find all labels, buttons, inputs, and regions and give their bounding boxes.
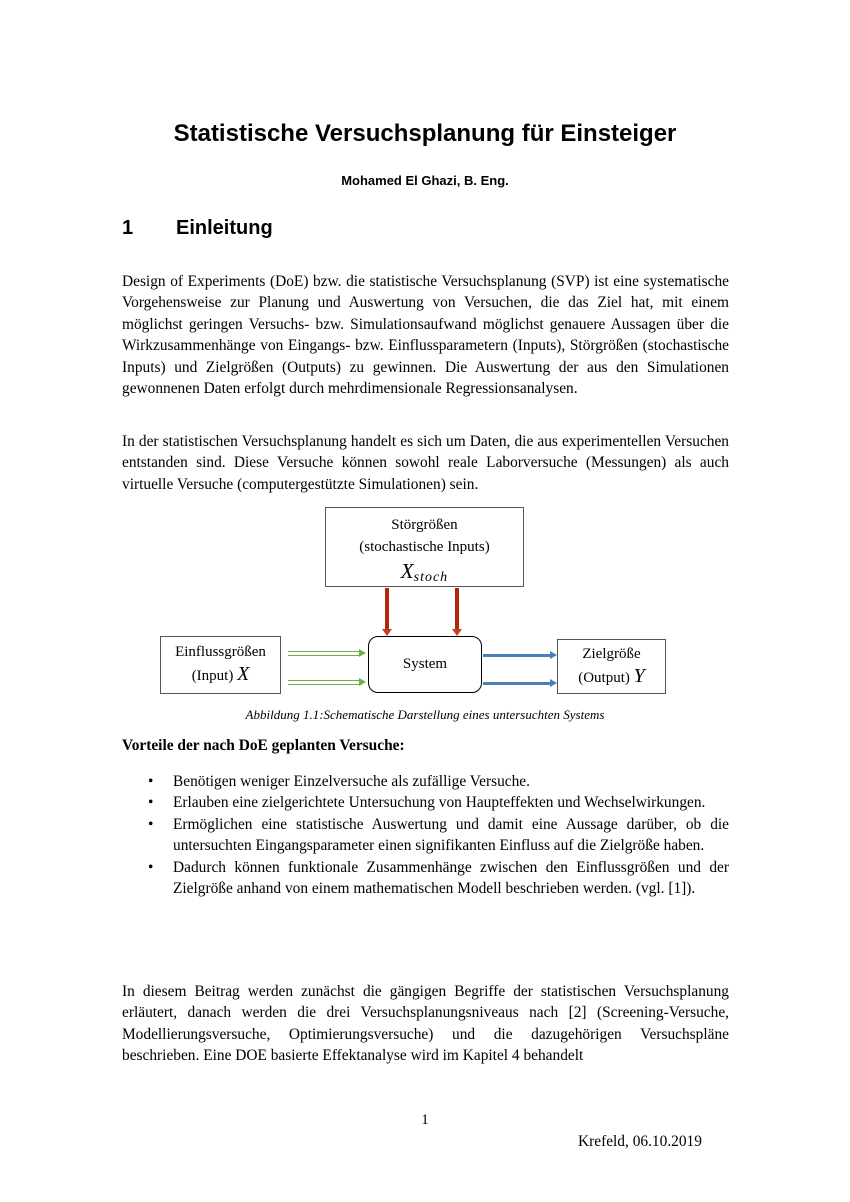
- disturbance-label: Störgrößen: [391, 517, 458, 533]
- intro-paragraph-1: Design of Experiments (DoE) bzw. die statistische Versuchsplanung (SVP) ist eine systematische Vorgehensweise zur Planung und Auswertung von Versuchen, die das Ziel hat, mit einem möglichst geringen Versuchs- bzw. Simulationsaufwand möglichst genauere Aussagen über die Wirkzusammenhänge von Eingangs- bzw. Einflussparametern (Inputs), Störgrößen (stochastische Inputs) und Zielgrößen (Outputs) zu gewinnen. Die Auswertung der aus den Simulationen gewonnenen Daten erfolgt durch mehrdimensionale Regressionsanalysen.: [122, 273, 729, 398]
- page-number: 1: [421, 1112, 429, 1128]
- system-box: System: [368, 636, 482, 693]
- section-title: Einleitung: [176, 217, 273, 239]
- output-box: [557, 639, 666, 694]
- disturbance-arrow-2: [455, 588, 459, 630]
- list-item: • Ermöglichen eine statistische Auswertung und damit eine Aussage darüber, ob die untersuchten Eingangsparameter einen signifikanten Einfluss auf die Zielgröße haben.: [148, 815, 729, 855]
- disturbance-arrow-1: [385, 588, 389, 630]
- bullet-icon: •: [148, 815, 154, 833]
- intro-paragraph-2: In der statistischen Versuchsplanung handelt es sich um Daten, die aus experimentellen Versuchen entstanden sind. Diese Versuche können sowohl reale Laborversuche (Messungen) als auch virtuelle Versuche (computergestützte Simulationen) sein.: [122, 433, 729, 493]
- footer-place-date: Krefeld, 06.10.2019: [578, 1133, 702, 1150]
- bullet-icon: •: [148, 773, 154, 790]
- disturbance-symbol: Xstoch: [400, 559, 449, 585]
- figure-caption: Abbildung 1.1:Schematische Darstellung eines untersuchten Systems: [245, 707, 605, 722]
- output-sublabel: (Output) Y: [578, 665, 645, 687]
- advantages-list: [122, 771, 729, 899]
- output-arrow-1: [483, 654, 551, 657]
- closing-paragraph: In diesem Beitrag werden zunächst die gängigen Begriffe der statistischen Versuchsplanung erläutert, danach werden die drei Versuchsplanungsniveaus nach [2] (Screening-Versuche, Modellierungsversuche, Optimierungsversuche) und die dazugehörigen Versuchspläne beschrieben. Eine DOE basierte Effektanalyse wird im Kapitel 4 behandelt: [122, 983, 729, 1065]
- output-label: Zielgröße: [582, 646, 641, 662]
- document-title: Statistische Versuchsplanung für Einsteiger: [173, 120, 677, 147]
- bullet-icon: •: [148, 794, 154, 812]
- input-arrow-2: [288, 680, 360, 685]
- input-label: Einflussgrößen: [175, 644, 266, 660]
- input-sublabel: (Input) X: [191, 663, 250, 685]
- bullet-icon: •: [148, 858, 154, 876]
- output-arrow-2: [483, 682, 551, 685]
- disturbance-sublabel: (stochastische Inputs): [359, 539, 490, 555]
- list-item: • Erlauben eine zielgerichtete Untersuchung von Haupteffekten und Wechselwirkungen.: [122, 792, 729, 813]
- author-line: Mohamed El Ghazi, B. Eng.: [341, 173, 509, 188]
- list-item: • Benötigen weniger Einzelversuche als zufällige Versuche.: [122, 771, 729, 792]
- input-arrow-1: [288, 651, 360, 656]
- section-number: 1: [122, 217, 134, 239]
- input-box: [160, 636, 281, 694]
- advantages-heading: Vorteile der nach DoE geplanten Versuche:: [122, 737, 405, 754]
- disturbance-box: [325, 507, 524, 587]
- section-heading: [122, 217, 273, 240]
- list-item: • Dadurch können funktionale Zusammenhänge zwischen den Einflussgrößen und der Zielgröße anhand von einem mathematischen Modell beschrieben werden. (vgl. [1]).: [148, 858, 729, 898]
